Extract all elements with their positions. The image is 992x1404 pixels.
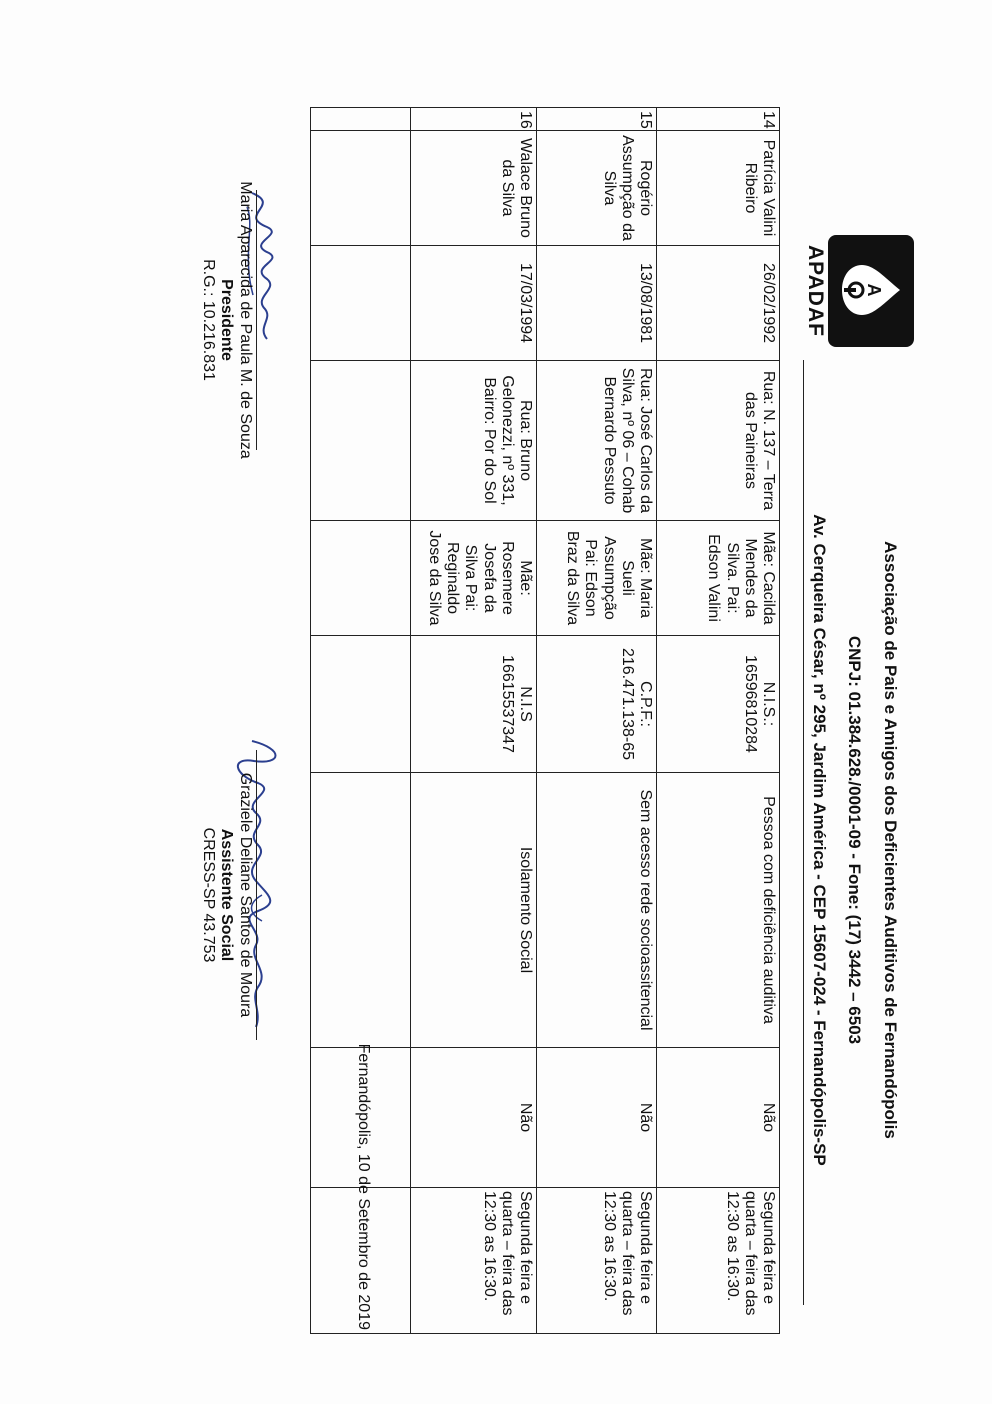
answer: Não bbox=[537, 1048, 657, 1188]
header-rule bbox=[803, 360, 804, 1305]
signer-id: R.G.: 10.216.831 bbox=[199, 259, 217, 381]
signer-id: CRESS-SP 43.753 bbox=[199, 827, 217, 963]
cnpj-phone-line: CNPJ: 01.384.628./0001-09 - Fone: (17) 3442 – 6503 bbox=[845, 635, 864, 1045]
address: Rua: N. 137 – Terra das Paineiras bbox=[657, 361, 780, 521]
social-worker-signature-block bbox=[198, 745, 257, 1045]
signature-line bbox=[256, 190, 257, 450]
document-number: N.I.S.: 16596810284 bbox=[657, 636, 780, 773]
birth-date: 17/03/1994 bbox=[411, 246, 537, 361]
answer: Não bbox=[411, 1048, 537, 1188]
place-date: Fernandópolis, 10 de Setembro de 2019 bbox=[355, 1043, 372, 1330]
schedule: Segunda feira e quarta – feira das 12:30 as 16:30. bbox=[411, 1188, 537, 1334]
row-number: 16 bbox=[411, 108, 537, 131]
signature-line bbox=[256, 750, 257, 1040]
table-row bbox=[411, 108, 537, 1334]
president-signature-block bbox=[198, 175, 257, 465]
parents: Mãe: Rosemere Josefa da Silva Pai: Reginaldo Jose da Silva bbox=[411, 521, 537, 636]
parents: Mãe: Maria Sueli Assumpção Pai: Edson Braz da Silva bbox=[537, 521, 657, 636]
person-name: Patrícia Valini Ribeiro bbox=[657, 131, 780, 246]
logo-text: APADAF bbox=[804, 245, 827, 337]
ear-drop-logo-icon bbox=[840, 257, 902, 323]
signer-role: Presidente bbox=[218, 279, 236, 361]
row-number: 14 bbox=[657, 108, 780, 131]
document-number: C.P.F.: 216.471.138-65 bbox=[537, 636, 657, 773]
schedule: Segunda feira e quarta – feira das 12:30 as 16:30. bbox=[657, 1188, 780, 1334]
association-title: Associação de Pais e Amigos dos Deficientes Auditivos de Fernandópolis bbox=[881, 541, 900, 1139]
situation: Pessoa com deficiência auditiva bbox=[657, 773, 780, 1048]
person-name: Walace Bruno da Silva bbox=[411, 131, 537, 246]
address: Rua: José Carlos da Silva, nº 06 – Cohab Bernardo Pessuto bbox=[537, 361, 657, 521]
answer: Não bbox=[657, 1048, 780, 1188]
birth-date: 26/02/1992 bbox=[657, 246, 780, 361]
document-number: N.I.S 16615537347 bbox=[411, 636, 537, 773]
schedule: Segunda feira e quarta – feira das 12:30 as 16:30. bbox=[537, 1188, 657, 1334]
address: Rua: Bruno Gelonezzi, nº 331, Bairro: Por do Sol bbox=[411, 361, 537, 521]
birth-date: 13/08/1981 bbox=[537, 246, 657, 361]
signer-role: Assistente Social bbox=[218, 828, 236, 962]
parents: Mãe: Cacilda Mendes da Silva. Pai: Edson Valini bbox=[657, 521, 780, 636]
situation: Sem acesso rede socioassitencial bbox=[537, 773, 657, 1048]
address-line: Av. Cerqueira César, nº 295, Jardim América - CEP 15607-024 - Fernandópolis-SP bbox=[810, 514, 829, 1166]
beneficiaries-table bbox=[310, 107, 780, 1334]
table-row bbox=[657, 108, 780, 1334]
situation: Isolamento Social bbox=[411, 773, 537, 1048]
apadaf-logo bbox=[828, 235, 914, 347]
svg-text:A: A bbox=[864, 283, 884, 297]
row-number: 15 bbox=[537, 108, 657, 131]
signer-name: Maria Aparecida de Paula M. de Souza bbox=[237, 181, 254, 459]
person-name: Rogério Assumpção da Silva bbox=[537, 131, 657, 246]
signer-name: Graziele Deliane Santos de Moura bbox=[237, 772, 254, 1018]
table-row bbox=[537, 108, 657, 1334]
